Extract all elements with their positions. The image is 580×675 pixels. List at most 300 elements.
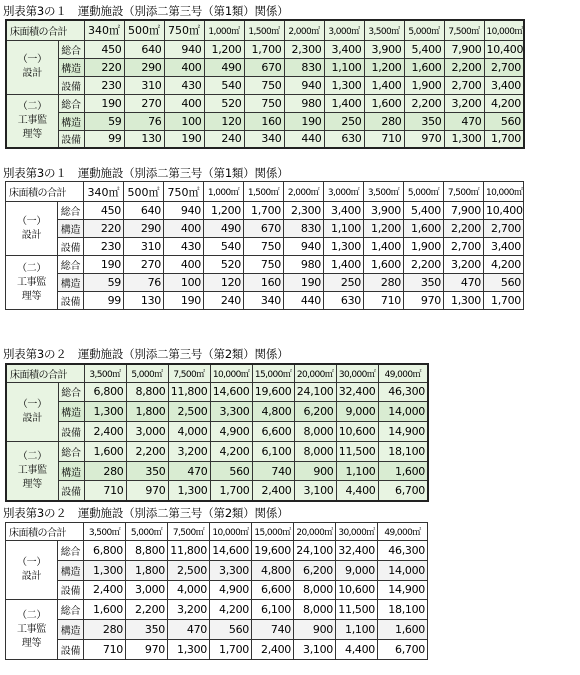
fee-cell: 1,700 <box>244 40 284 58</box>
fee-cell: 3,000 <box>126 422 168 442</box>
fee-cell: 24,100 <box>294 541 336 561</box>
fee-cell: 8,000 <box>294 441 336 461</box>
group-label <box>6 40 58 94</box>
fee-cell: 710 <box>84 639 126 659</box>
group-label <box>6 382 58 441</box>
fee-cell: 14,000 <box>378 560 428 580</box>
fee-cell: 130 <box>124 292 164 310</box>
fee-cell: 8,800 <box>126 541 168 561</box>
group-label-line: 設計 <box>22 68 42 79</box>
fee-cell: 10,600 <box>336 580 378 600</box>
fee-cell: 24,100 <box>294 382 336 402</box>
header-row <box>6 182 524 202</box>
fee-cell: 11,500 <box>336 600 378 620</box>
group-label <box>6 256 58 310</box>
fee-cell: 3,000 <box>126 580 168 600</box>
fee-cell: 2,400 <box>84 422 126 442</box>
fee-cell: 1,300 <box>324 76 364 94</box>
area-header: 10,000㎡ <box>210 364 252 382</box>
fee-cell: 9,000 <box>336 402 378 422</box>
fee-cell: 220 <box>84 220 124 238</box>
area-header: 2,000㎡ <box>284 182 324 202</box>
group-label <box>6 202 58 256</box>
fee-cell: 1,900 <box>404 76 444 94</box>
fee-cell: 3,100 <box>294 639 336 659</box>
fee-cell: 10,600 <box>336 422 378 442</box>
fee-cell: 560 <box>484 274 524 292</box>
fee-cell: 14,600 <box>210 382 252 402</box>
fee-cell: 1,600 <box>378 620 428 640</box>
fee-cell: 640 <box>124 40 164 58</box>
group-label-line: （一） <box>16 557 47 569</box>
area-header: 49,000㎡ <box>378 523 428 541</box>
area-header: 3,500㎡ <box>364 182 404 202</box>
fee-cell: 900 <box>294 620 336 640</box>
fee-cell: 1,200 <box>364 220 404 238</box>
table-row <box>6 58 524 76</box>
group-label <box>6 541 58 600</box>
fee-cell: 280 <box>84 620 126 640</box>
fee-cell: 190 <box>164 292 204 310</box>
table-row <box>6 402 428 422</box>
fee-cell: 1,100 <box>336 620 378 640</box>
fee-cell: 280 <box>84 461 126 481</box>
table-title: 別表第3の２ 運動施設（別添二第三号（第2類）関係） <box>3 347 289 361</box>
fee-cell: 900 <box>294 461 336 481</box>
fee-cell: 4,000 <box>168 580 210 600</box>
table-row <box>6 481 428 501</box>
fee-cell: 1,600 <box>364 256 404 274</box>
fee-cell: 9,000 <box>336 560 378 580</box>
fee-cell: 560 <box>210 461 252 481</box>
table-row <box>6 600 428 620</box>
row-label: 設備 <box>58 481 84 501</box>
area-header: 15,000㎡ <box>252 523 294 541</box>
header-row <box>6 20 524 40</box>
row-label: 総合 <box>58 441 84 461</box>
fee-cell: 1,300 <box>168 481 210 501</box>
fee-cell: 3,200 <box>444 94 484 112</box>
fee-cell: 6,200 <box>294 560 336 580</box>
area-header: 30,000㎡ <box>336 523 378 541</box>
fee-cell: 490 <box>204 58 244 76</box>
fee-cell: 1,400 <box>364 238 404 256</box>
fee-cell: 540 <box>204 238 244 256</box>
fee-cell: 240 <box>204 292 244 310</box>
fee-cell: 710 <box>84 481 126 501</box>
header-row <box>6 523 428 541</box>
fee-cell: 6,600 <box>252 422 294 442</box>
row-label: 構造 <box>58 220 84 238</box>
fee-cell: 740 <box>252 461 294 481</box>
fee-cell: 1,400 <box>324 94 364 112</box>
table-row <box>6 40 524 58</box>
fee-cell: 3,200 <box>168 600 210 620</box>
fee-cell: 2,200 <box>444 220 484 238</box>
fee-cell: 2,700 <box>484 220 524 238</box>
fee-cell: 2,500 <box>168 402 210 422</box>
area-header: 5,000㎡ <box>126 364 168 382</box>
row-label: 総合 <box>58 256 84 274</box>
area-header: 3,500㎡ <box>364 20 404 40</box>
fee-cell: 1,600 <box>378 461 428 481</box>
group-label-line: （二） <box>16 262 47 274</box>
fee-table <box>5 19 525 149</box>
fee-cell: 2,500 <box>168 560 210 580</box>
fee-cell: 2,200 <box>444 58 484 76</box>
group-label-line: 設計 <box>22 412 42 424</box>
fee-cell: 1,600 <box>84 441 126 461</box>
fee-cell: 970 <box>126 639 168 659</box>
fee-cell: 240 <box>204 130 244 148</box>
fee-cell: 190 <box>284 112 324 130</box>
fee-cell: 630 <box>324 292 364 310</box>
row-label: 構造 <box>58 58 84 76</box>
fee-cell: 3,400 <box>484 238 524 256</box>
fee-cell: 4,200 <box>210 600 252 620</box>
fee-cell: 1,300 <box>444 292 484 310</box>
fee-cell: 440 <box>284 292 324 310</box>
fee-cell: 18,100 <box>378 441 428 461</box>
table-3-2-plain <box>0 506 580 675</box>
fee-cell: 120 <box>204 112 244 130</box>
group-label-line: 理等 <box>22 128 42 140</box>
fee-cell: 3,200 <box>168 441 210 461</box>
group-label <box>6 600 58 659</box>
fee-cell: 350 <box>404 274 444 292</box>
fee-cell: 520 <box>204 94 244 112</box>
row-label: 総合 <box>58 202 84 220</box>
fee-cell: 8,000 <box>294 580 336 600</box>
area-header: 340㎡ <box>84 182 124 202</box>
row-label: 構造 <box>58 560 84 580</box>
area-header: 340㎡ <box>84 20 124 40</box>
fee-cell: 750 <box>244 94 284 112</box>
table-row <box>6 274 524 292</box>
fee-cell: 1,100 <box>336 461 378 481</box>
fee-cell: 120 <box>204 274 244 292</box>
fee-cell: 190 <box>284 274 324 292</box>
fee-cell: 14,900 <box>378 422 428 442</box>
fee-cell: 99 <box>84 292 124 310</box>
fee-cell: 4,400 <box>336 481 378 501</box>
table-row <box>6 382 428 402</box>
fee-cell: 490 <box>204 220 244 238</box>
row-label: 設備 <box>58 580 84 600</box>
group-label-line: 理等 <box>21 290 42 302</box>
fee-cell: 2,200 <box>404 94 444 112</box>
table-row <box>6 202 524 220</box>
fee-cell: 740 <box>252 620 294 640</box>
table-row <box>6 256 524 274</box>
fee-cell: 830 <box>284 220 324 238</box>
table-3-1-plain <box>0 166 580 336</box>
area-header: 2,000㎡ <box>284 20 324 40</box>
area-header: 15,000㎡ <box>252 364 294 382</box>
fee-cell: 160 <box>244 274 284 292</box>
row-label: 総合 <box>58 600 84 620</box>
fee-cell: 160 <box>244 112 284 130</box>
fee-cell: 940 <box>164 202 204 220</box>
fee-cell: 340 <box>244 130 284 148</box>
fee-cell: 100 <box>164 112 204 130</box>
fee-cell: 470 <box>168 620 210 640</box>
fee-cell: 310 <box>124 76 164 94</box>
area-header: 1,000㎡ <box>204 182 244 202</box>
area-header: 5,000㎡ <box>404 20 444 40</box>
fee-cell: 290 <box>124 58 164 76</box>
fee-cell: 1,700 <box>210 481 252 501</box>
fee-cell: 8,800 <box>126 382 168 402</box>
fee-cell: 190 <box>84 256 124 274</box>
fee-cell: 6,100 <box>252 441 294 461</box>
area-header: 750㎡ <box>164 182 204 202</box>
table-row <box>6 620 428 640</box>
fee-cell: 340 <box>244 292 284 310</box>
area-header: 5,000㎡ <box>126 523 168 541</box>
fee-cell: 2,300 <box>284 40 324 58</box>
table-row <box>6 112 524 130</box>
row-label: 総合 <box>58 40 84 58</box>
table-row <box>6 238 524 256</box>
fee-cell: 440 <box>284 130 324 148</box>
group-label-line: 工事監 <box>17 114 47 126</box>
fee-cell: 2,200 <box>404 256 444 274</box>
fee-cell: 1,300 <box>444 130 484 148</box>
fee-cell: 2,700 <box>444 76 484 94</box>
area-header: 750㎡ <box>164 20 204 40</box>
group-label-line: 設計 <box>21 229 42 241</box>
fee-cell: 1,100 <box>324 58 364 76</box>
fee-cell: 19,600 <box>252 382 294 402</box>
area-header: 500㎡ <box>124 182 164 202</box>
fee-cell: 1,400 <box>324 256 364 274</box>
fee-cell: 1,700 <box>210 639 252 659</box>
fee-cell: 830 <box>284 58 324 76</box>
group-label-line: 工事監 <box>16 276 47 288</box>
area-header: 1,500㎡ <box>244 20 284 40</box>
area-header: 7,500㎡ <box>168 523 210 541</box>
fee-cell: 11,800 <box>168 541 210 561</box>
area-header: 5,000㎡ <box>404 182 444 202</box>
fee-cell: 710 <box>364 292 404 310</box>
fee-cell: 1,600 <box>364 94 404 112</box>
fee-cell: 280 <box>364 112 404 130</box>
fee-cell: 6,600 <box>252 580 294 600</box>
table-row <box>6 639 428 659</box>
fee-cell: 400 <box>164 94 204 112</box>
fee-cell: 76 <box>124 112 164 130</box>
fee-cell: 270 <box>124 256 164 274</box>
fee-cell: 11,800 <box>168 382 210 402</box>
fee-cell: 7,900 <box>444 202 484 220</box>
fee-cell: 2,300 <box>284 202 324 220</box>
floor-area-header: 床面積の合計 <box>6 182 84 202</box>
fee-cell: 520 <box>204 256 244 274</box>
fee-cell: 6,700 <box>378 639 428 659</box>
fee-cell: 310 <box>124 238 164 256</box>
fee-cell: 190 <box>84 94 124 112</box>
fee-cell: 1,300 <box>168 639 210 659</box>
fee-cell: 430 <box>164 238 204 256</box>
table-title: 別表第3の１ 運動施設（別添二第三号（第1類）関係） <box>3 166 289 180</box>
fee-cell: 99 <box>84 130 124 148</box>
fee-cell: 1,300 <box>324 238 364 256</box>
fee-cell: 2,700 <box>484 58 524 76</box>
fee-cell: 3,100 <box>294 481 336 501</box>
group-label-line: （一） <box>17 54 47 65</box>
row-label: 構造 <box>58 112 84 130</box>
group-label-line: 設計 <box>21 571 42 583</box>
group-label-line: （二） <box>17 450 47 462</box>
header-row <box>6 364 428 382</box>
fee-cell: 250 <box>324 112 364 130</box>
area-header: 10,000㎡ <box>210 523 252 541</box>
table-row <box>6 461 428 481</box>
group-label <box>6 441 58 500</box>
row-label: 設備 <box>58 292 84 310</box>
table-row <box>6 76 524 94</box>
fee-cell: 940 <box>284 238 324 256</box>
row-label: 設備 <box>58 130 84 148</box>
fee-cell: 1,300 <box>84 402 126 422</box>
fee-cell: 32,400 <box>336 382 378 402</box>
floor-area-header: 床面積の合計 <box>6 364 84 382</box>
fee-cell: 6,800 <box>84 382 126 402</box>
group-label-line: 理等 <box>22 478 42 490</box>
row-label: 総合 <box>58 541 84 561</box>
fee-cell: 630 <box>324 130 364 148</box>
table-row <box>6 441 428 461</box>
fee-cell: 3,900 <box>364 40 404 58</box>
fee-cell: 1,200 <box>364 58 404 76</box>
fee-cell: 3,300 <box>210 402 252 422</box>
fee-cell: 1,200 <box>204 202 244 220</box>
fee-cell: 4,800 <box>252 402 294 422</box>
table-row <box>6 130 524 148</box>
group-label-line: 工事監 <box>16 623 47 635</box>
fee-cell: 8,000 <box>294 422 336 442</box>
row-label: 構造 <box>58 620 84 640</box>
fee-cell: 3,900 <box>364 202 404 220</box>
fee-cell: 430 <box>164 76 204 94</box>
fee-cell: 6,700 <box>378 481 428 501</box>
fee-cell: 670 <box>244 220 284 238</box>
group-label-line: 工事監 <box>17 464 47 476</box>
fee-cell: 2,400 <box>252 481 294 501</box>
fee-cell: 14,600 <box>210 541 252 561</box>
fee-cell: 76 <box>124 274 164 292</box>
fee-cell: 1,400 <box>364 76 404 94</box>
fee-cell: 2,200 <box>126 441 168 461</box>
fee-cell: 46,300 <box>378 382 428 402</box>
fee-cell: 5,400 <box>404 202 444 220</box>
fee-cell: 3,400 <box>324 40 364 58</box>
fee-cell: 130 <box>124 130 164 148</box>
fee-cell: 980 <box>284 94 324 112</box>
fee-cell: 2,400 <box>84 580 126 600</box>
fee-cell: 220 <box>84 58 124 76</box>
area-header: 3,000㎡ <box>324 20 364 40</box>
fee-cell: 670 <box>244 58 284 76</box>
fee-cell: 750 <box>244 76 284 94</box>
fee-cell: 1,700 <box>244 202 284 220</box>
fee-cell: 4,200 <box>210 441 252 461</box>
fee-cell: 3,200 <box>444 256 484 274</box>
table-row <box>6 560 428 580</box>
fee-cell: 540 <box>204 76 244 94</box>
group-label-line: （二） <box>17 100 47 112</box>
fee-cell: 750 <box>244 238 284 256</box>
fee-cell: 970 <box>126 481 168 501</box>
fee-cell: 46,300 <box>378 541 428 561</box>
fee-cell: 19,600 <box>252 541 294 561</box>
fee-cell: 940 <box>284 76 324 94</box>
fee-cell: 1,900 <box>404 238 444 256</box>
fee-cell: 350 <box>404 112 444 130</box>
area-header: 7,500㎡ <box>444 182 484 202</box>
group-label <box>6 94 58 148</box>
fee-cell: 270 <box>124 94 164 112</box>
fee-cell: 100 <box>164 274 204 292</box>
fee-cell: 6,200 <box>294 402 336 422</box>
fee-cell: 470 <box>444 112 484 130</box>
area-header: 3,500㎡ <box>84 523 126 541</box>
fee-cell: 4,200 <box>484 94 524 112</box>
fee-cell: 1,600 <box>404 220 444 238</box>
area-header: 500㎡ <box>124 20 164 40</box>
row-label: 構造 <box>58 274 84 292</box>
fee-cell: 230 <box>84 238 124 256</box>
fee-cell: 1,700 <box>484 292 524 310</box>
fee-cell: 190 <box>164 130 204 148</box>
group-label-line: （一） <box>16 215 47 227</box>
fee-cell: 2,400 <box>252 639 294 659</box>
row-label: 総合 <box>58 382 84 402</box>
row-label: 構造 <box>58 402 84 422</box>
area-header: 20,000㎡ <box>294 364 336 382</box>
fee-cell: 400 <box>164 256 204 274</box>
fee-cell: 18,100 <box>378 600 428 620</box>
fee-cell: 970 <box>404 292 444 310</box>
fee-cell: 3,300 <box>210 560 252 580</box>
fee-cell: 350 <box>126 461 168 481</box>
table-row <box>6 292 524 310</box>
fee-table <box>5 181 524 310</box>
fee-cell: 450 <box>84 202 124 220</box>
fee-cell: 250 <box>324 274 364 292</box>
fee-cell: 940 <box>164 40 204 58</box>
table-3-1-green <box>0 0 580 170</box>
fee-cell: 710 <box>364 130 404 148</box>
fee-cell: 1,300 <box>84 560 126 580</box>
group-label-line: （二） <box>16 609 47 621</box>
fee-cell: 4,900 <box>210 422 252 442</box>
fee-cell: 4,000 <box>168 422 210 442</box>
fee-cell: 10,400 <box>484 40 524 58</box>
fee-cell: 2,700 <box>444 238 484 256</box>
fee-cell: 400 <box>164 58 204 76</box>
area-header: 10,000㎡ <box>484 20 524 40</box>
area-header: 7,500㎡ <box>444 20 484 40</box>
fee-cell: 6,100 <box>252 600 294 620</box>
fee-table <box>5 522 428 660</box>
fee-cell: 2,200 <box>126 600 168 620</box>
floor-area-header: 床面積の合計 <box>6 20 84 40</box>
area-header: 1,000㎡ <box>204 20 244 40</box>
row-label: 設備 <box>58 639 84 659</box>
area-header: 49,000㎡ <box>378 364 428 382</box>
